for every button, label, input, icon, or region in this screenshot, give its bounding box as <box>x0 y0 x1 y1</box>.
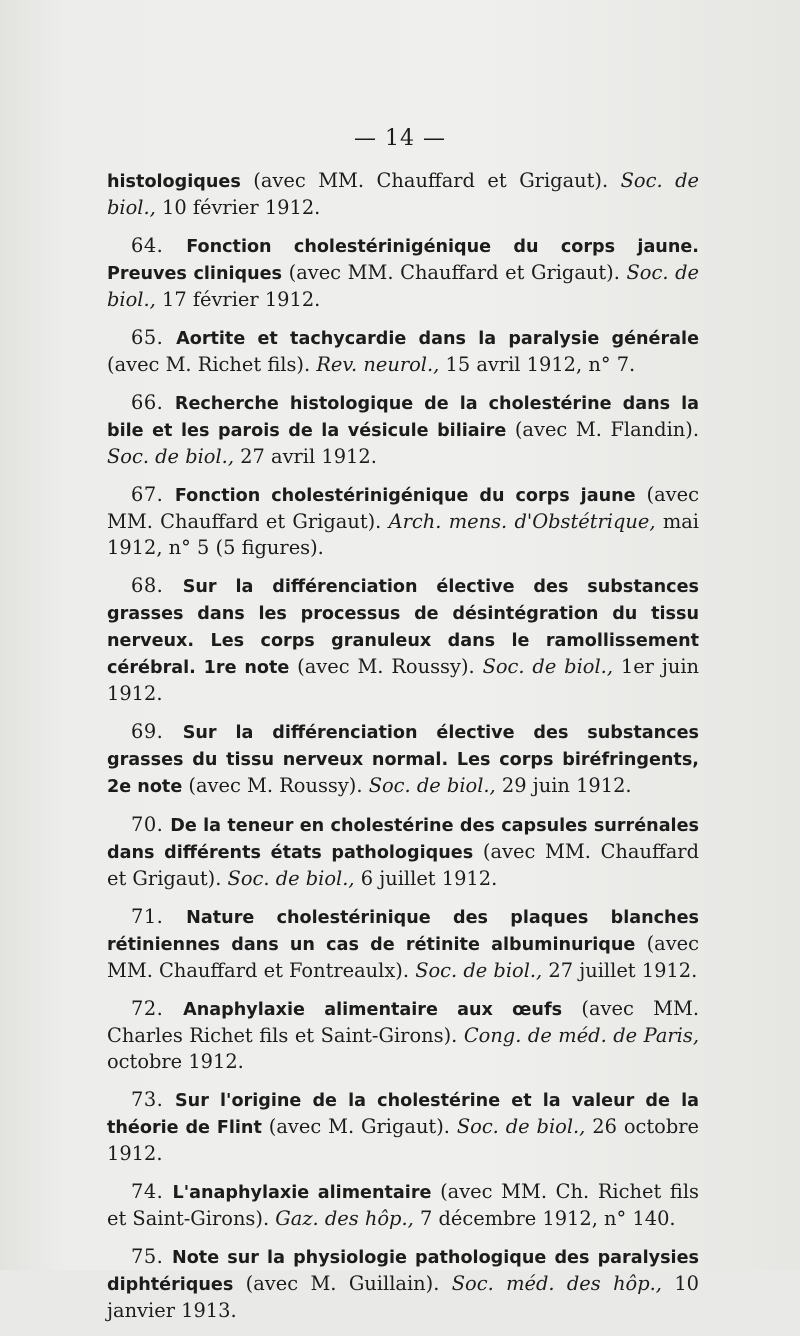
entry-date: 27 avril 1912. <box>234 445 377 468</box>
entry-details: (avec MM. Chauffard et Grigaut). <box>240 169 621 192</box>
entry-date: 10 février 1912. <box>155 196 321 219</box>
entry-journal: Soc. de biol., <box>482 655 613 678</box>
entry-number: 68. <box>131 574 183 597</box>
entry-number: 72. <box>131 997 184 1020</box>
entry-title: Sur la différenciation élective des substances grasses dans les processus de désintégration du tissu nerveux. Les corps granuleux dans le ramollissement cérébral. 1re note <box>107 577 699 678</box>
entry-number: 71. <box>131 905 187 928</box>
entry-title: Fonction cholestérinigénique du corps jaune <box>174 486 636 506</box>
entry-72 <box>107 996 699 1075</box>
entry-date: 26 octobre 1912. <box>107 1115 699 1165</box>
entry-details: (avec MM. Ch. Richet fils et Saint-Girons). <box>107 1180 699 1230</box>
entry-title: Sur l'origine de la cholestérine et la valeur de la théorie de Flint <box>107 1091 699 1138</box>
entry-date: 15 avril 1912, n° 7. <box>439 353 636 376</box>
entry-details: (avec MM. Chauffard et Grigaut). <box>107 840 699 890</box>
entry-date: 6 juillet 1912. <box>354 867 498 890</box>
entry-number: 73. <box>131 1088 176 1111</box>
entry-title: Recherche histologique de la cholestérine dans la bile et les parois de la vésicule biliaire <box>107 394 699 441</box>
entry-journal: Soc. de biol., <box>415 959 543 982</box>
entry-number: 66. <box>131 391 175 414</box>
entry-73 <box>107 1087 699 1167</box>
entry-details: (avec M. Grigaut). <box>261 1115 457 1138</box>
entry-journal: Soc. de biol., <box>456 1115 586 1138</box>
entry-date: 29 juin 1912. <box>495 774 632 797</box>
entry-details: (avec M. Guillain). <box>233 1272 452 1295</box>
entry-title: Nature cholestérinique des plaques blanches rétiniennes dans un cas de rétinite albuminurique <box>107 908 699 955</box>
entry-journal: Soc. de biol., <box>107 445 235 468</box>
entry-number: 69. <box>131 720 183 743</box>
entry-title: L'anaphylaxie alimentaire <box>172 1183 432 1203</box>
entry-details: (avec M. Richet fils). <box>107 353 317 376</box>
entry-date: 17 février 1912. <box>155 288 321 311</box>
entry-75 <box>107 1244 699 1324</box>
entry-number: 67. <box>131 483 175 506</box>
entry-number: 75. <box>131 1245 172 1268</box>
entry-title: De la teneur en cholestérine des capsules surrénales dans différents états pathologiques <box>107 816 699 863</box>
entry-date: 7 décembre 1912, n° 140. <box>413 1207 676 1230</box>
entry-74 <box>107 1179 699 1232</box>
entry-details: (avec M. Roussy). <box>182 774 369 797</box>
entry-number: 74. <box>131 1180 173 1203</box>
entry-journal: Soc. de biol., <box>107 169 699 219</box>
entry-date: 27 juillet 1912. <box>542 959 698 982</box>
entry-67 <box>107 482 699 561</box>
bibliography-list <box>107 168 699 1336</box>
entry-66 <box>107 390 699 470</box>
entry-details: (avec M. Roussy). <box>289 655 483 678</box>
entry-title: histologiques <box>107 172 241 192</box>
entry-70 <box>107 812 699 892</box>
entry-journal: Soc. de biol., <box>107 261 699 311</box>
entry-title: Aortite et tachycardie dans la paralysie générale <box>176 329 699 349</box>
entry-title: Sur la différenciation élective des substances grasses du tissu nerveux normal. Les corps biréfringents, 2e note <box>107 723 699 797</box>
entry-title: Anaphylaxie alimentaire aux œufs <box>183 1000 563 1020</box>
entry-details: (avec M. Flandin). <box>506 418 699 441</box>
entry-details: (avec MM. Charles Richet fils et Saint-Girons). <box>107 997 699 1047</box>
entry-65 <box>107 325 699 378</box>
entry-journal: Soc. méd. des hôp., <box>451 1272 662 1295</box>
entry-number: 70. <box>131 813 171 836</box>
entry-journal: Cong. de méd. de Paris, <box>463 1024 699 1047</box>
entry-journal: Soc. de biol., <box>368 774 496 797</box>
entry-63-continued <box>107 168 699 221</box>
entry-68 <box>107 573 699 707</box>
entry-number: 65. <box>131 326 177 349</box>
entry-details: (avec MM. Chauffard et Grigaut). <box>107 483 699 533</box>
entry-journal: Gaz. des hôp., <box>275 1207 414 1230</box>
entry-title: Fonction cholestérinigénique du corps jaune. Preuves cliniques <box>107 237 699 284</box>
entry-69 <box>107 719 699 800</box>
entry-71 <box>107 904 699 984</box>
entry-64 <box>107 233 699 313</box>
entry-date: mai 1912, n° 5 (5 figures). <box>107 510 699 559</box>
entry-date: 10 janvier 1913. <box>107 1272 700 1322</box>
entry-details: (avec MM. Chauffard et Grigaut). <box>282 261 627 284</box>
entry-number: 64. <box>131 234 187 257</box>
entry-details: (avec MM. Chauffard et Fontreaulx). <box>107 932 699 982</box>
entry-date: 1er juin 1912. <box>107 655 700 705</box>
entry-date: octobre 1912. <box>107 1050 244 1073</box>
entry-journal: Arch. mens. d'Obstétrique, <box>388 510 656 533</box>
entry-journal: Rev. neurol., <box>316 353 440 376</box>
entry-title: Note sur la physiologie pathologique des paralysies diphtériques <box>107 1248 699 1295</box>
entry-journal: Soc. de biol., <box>227 867 355 890</box>
page-number: — 14 — <box>354 126 446 151</box>
